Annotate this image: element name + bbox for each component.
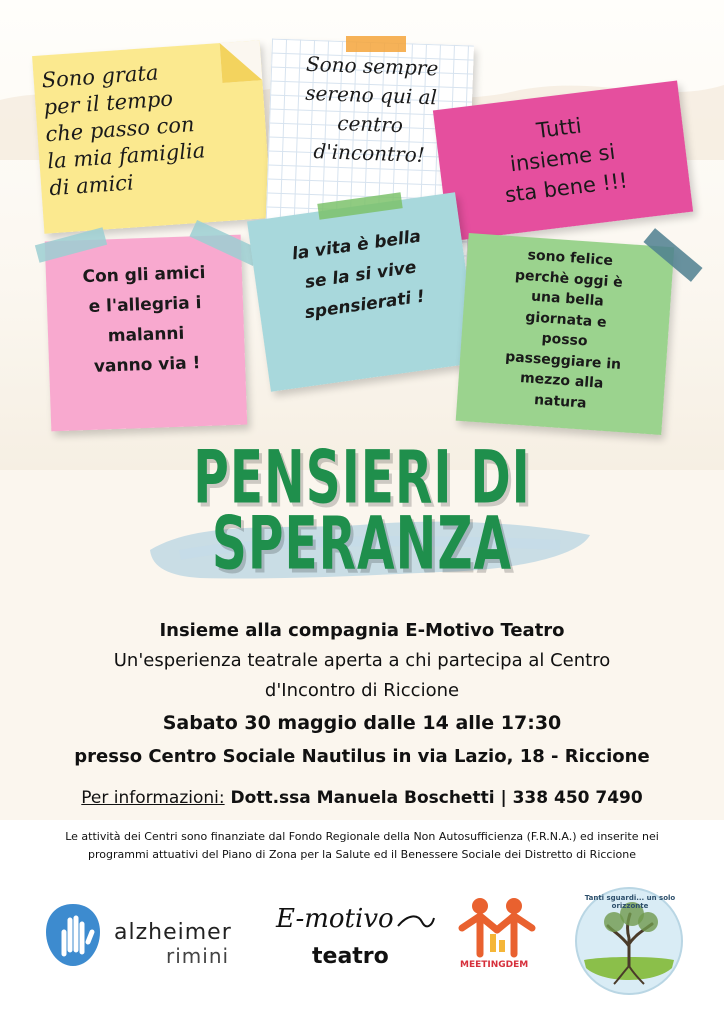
footer-line-1: Le attività dei Centri sono finanziate dal Fondo Regionale della Non Autosufficienza (F.R.N.A.) ed inserite nei: [65, 830, 659, 843]
alzheimer-logo-text-2: rimini: [166, 944, 230, 968]
event-date: Sabato 30 maggio dalle 14 alle 17:30: [162, 712, 562, 734]
event-contact: [0, 788, 724, 808]
tape-orange: [346, 36, 406, 52]
note-insieme-text: Tutti insieme si sta bene !!!: [503, 113, 629, 208]
note-vita: [247, 192, 479, 392]
note-felice: [456, 233, 675, 435]
title-line2: SPERANZA: [211, 500, 513, 586]
footer-line-2: programmi attuativi del Piano di Zona per la Salute ed il Benessere Sociale dei Distretto di Riccione: [87, 848, 636, 861]
note-grata-text: Sono grata per il tempo che passo con la mia famiglia di amici: [40, 60, 206, 201]
note-felice-text: sono felice perchè oggi è una bella giornata e posso passeggiare in mezzo alla natura: [504, 247, 624, 412]
emotivo-swirl-icon: [396, 910, 436, 934]
event-description-1: Un'esperienza teatrale aperta a chi partecipa al Centro: [113, 650, 611, 671]
event-venue: presso Centro Sociale Nautilus in via Lazio, 18 - Riccione: [74, 746, 650, 767]
meetingdem-logo-text: MEETINGDEM: [460, 960, 529, 970]
emotivo-logo-text-1: E-motivo: [276, 904, 394, 934]
title-line1: PENSIERI DI: [193, 434, 531, 520]
note-amici: [45, 235, 248, 432]
note-sereno-text: Sono sempre sereno qui al centro d'incontro!: [305, 51, 439, 167]
note-amici-text: Con gli amici e l'allegria i malanni vanno via !: [82, 262, 206, 377]
note-vita-text: la vita è bella se la si vive spensierati !: [290, 226, 427, 324]
meetingdem-people-icon: [456, 894, 538, 958]
alzheimer-logo-text-1: alzheimer: [114, 920, 232, 945]
event-company: Insieme alla compagnia E-Motivo Teatro: [159, 620, 565, 641]
note-grata: [32, 40, 272, 233]
event-description-2: d'Incontro di Riccione: [264, 680, 460, 701]
emotivo-logo-text-2: teatro: [312, 944, 389, 969]
contact-label: Per informazioni:: [81, 788, 225, 808]
orizzonte-logo-text: Tanti sguardi... un solo orizzonte: [584, 894, 676, 910]
contact-details: Dott.ssa Manuela Boschetti | 338 450 7490: [224, 788, 643, 808]
alzheimer-hand-icon: [44, 902, 102, 968]
